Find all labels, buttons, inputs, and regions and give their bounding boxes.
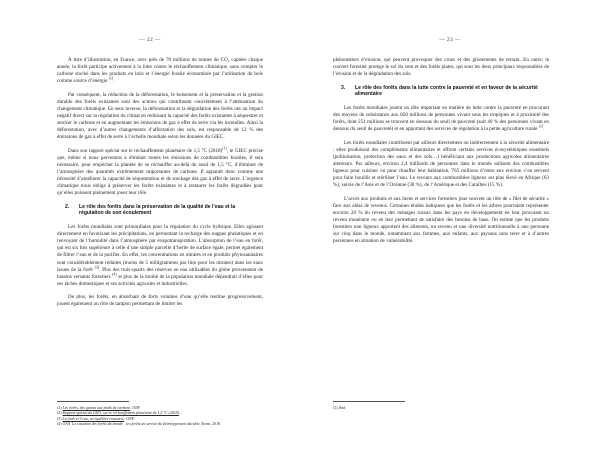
paragraph: phénomènes d’érosion, qui peuvent provoquer des crues et des glissements de terrain. En outre, le couvert forestier protège le sol du vent et des forêts plates, qui sont les deux principaux responsables de l’érosion et de la dégradation des sols. — [333, 57, 549, 78]
section-number: 2. — [65, 203, 70, 210]
footnote-ref[interactable]: (1) — [538, 124, 544, 129]
paragraph: À titre d’illustration, en France, avec près de 70 millions de tonnes de CO₂ captées chaque année, la forêt participe activement à la lutte contre le réchauffement climatique, sans compter le carbone stocké dans les produits en bois et l’énergie fossile économisée par l’utilisation du bois comme source d’énergie $^{(1)}$. — [57, 57, 263, 85]
footnote-link[interactable]: La forêt et l’eau, un équilibre ressource — [62, 416, 125, 421]
paragraph: Les forêts mondiales jouent un rôle important en matière de lutte contre la pauvreté en procurant des moyens de subsistance aux 820 millions de personnes vivant sous les tropiques et à proximité des forêts, dont 251 millions se trouvent en dessous du seuil de pauvreté (soit 40 % des personnes vivant en dessous du seuil de pauvreté) et en apportant des services de régulation à la petite agriculture rurale $^{(1)}$. — [333, 104, 549, 133]
footnotes — [333, 401, 549, 411]
footnote-divider — [57, 401, 129, 402]
paragraph: De plus, les forêts, en absorbant de forts volumes d’eau qu’elle restitue progressivement, jouent également un rôle de tampon permettant de limiter les — [57, 294, 263, 308]
paragraph: Dans son rapport spécial sur le réchauffement planétaire de 1,5 °C $(2018)^{(1)}$, le GIEC précise que, même si nous parvenons à éliminer toutes les émissions de combustibles fossiles, il sera nécessaire, pour empêcher la planète de se réchauffer au-delà du seuil de 1,5 °C, d’éliminer de l’atmosphère des quantités extrêmement importantes de carbone. Il apparaît donc comme une nécessité d’améliorer la capacité de séquestration et de stockage des gaz à effet de serre. L’urgence climatique nous oblige à préserver les forêts existantes et à restaurer les forêts dégradées pour qu’elles puissent pleinement jouer leur rôle. — [57, 146, 263, 197]
footnote-ref[interactable]: (3) — [94, 264, 100, 269]
section-title: Le rôle des forêts dans la préservation de la qualité de l’eau et la régulation de son écoulement — [79, 203, 236, 217]
section-number: 3. — [341, 84, 346, 91]
paragraph: Les forêts mondiales contribuent par ailleurs directement ou indirectement à la sécurité alimentaire : elles produisent des compléments alimentaires et offrent certains services écosystémiques essentiels (pollinisation, protection des eaux et des sols…) bénéficiant aux productions agricoles alimentaires alentours. Par ailleurs, environ 2,4 milliards de personnes dans le monde utilisent des combustibles ligneux pour cuisiner ou pour chauffer leur habitation. 765 millions d’entre eux environ s’en servent pour faire bouillir et stériliser l’eau. Le recours aux combustibles ligneux est plus élevé en Afrique (63 %), suivie de l’Asie et de l’Océanie (38 %), de l’Amérique et des Caraïbes (15 %). — [333, 139, 549, 189]
right-page — [300, 0, 600, 463]
page-body — [57, 57, 263, 315]
footnote: (4) OAA, La situation des forêts du monde : les forêts au service du développement durable, Rome, 2018. — [57, 421, 221, 426]
footnote-ref[interactable]: (4) — [112, 271, 117, 276]
section-heading — [65, 204, 255, 217]
footnote-ref[interactable]: (1) — [108, 76, 114, 81]
page-body — [333, 57, 549, 252]
section-title: Le rôle des forêts dans la lutte contre la pauvreté et en faveur de la sécurité alimentaire — [355, 84, 538, 98]
paragraph: Par conséquent, la réduction de la déforestation, le boisement et la préservation et la gestion durable des forêts existantes sont des actions qui contribuent concrètement à l’atténuation du changement climatique. En sens inverse, la déforestation et la dégradation des forêts ont un impact négatif direct sur la régulation du climat en réduisant la capacité des forêts existantes à séquestrer et stocker le carbone et en augmentant les émissions de gaz à effet de serre via les incendies. Ainsi la déforestation, avec d’autres changements d’affectation des sols, est responsable de 12 % des émissions de gaz à effet de serre à l’échelle mondiale selon les données du GIEC. — [57, 91, 263, 141]
footnote-ref[interactable]: (1) — [222, 146, 227, 151]
footnotes — [57, 401, 263, 427]
footnote: (2) Rapport spécial du GIEC sur le réchauffement planétaire de 1,5 °C (2018). — [57, 411, 180, 416]
footnote: (1) Les forêts, des géants aux pieds de carbone, ONF. — [57, 406, 141, 410]
paragraph: L’accès aux produits et aux biens et services forestiers joue souvent un rôle de « filet de sécurité » face aux aléas de revenus. Certaines études indiquent que les forêts et les arbres pourraient représenter environ 20 % du revenu des ménages ruraux dans les pays en développement en leur procurant un revenu monétaire ou en leur permettant de satisfaire des besoins de base. On estime que les produits forestiers non ligneux apportent des aliments, un revenu et une diversité nutritionnelle à une personne sur cinq dans le monde, notamment aux femmes, aux enfants, aux paysans sans terre et à d’autres personnes en situation de vulnérabilité. — [333, 195, 549, 245]
footnote-divider — [333, 401, 405, 402]
footnote: (3) La forêt et l’eau, un équilibre ressource, ONF. — [57, 416, 135, 421]
section-heading — [341, 85, 541, 98]
page-number: — 23 — — [439, 37, 461, 43]
footnote-link[interactable]: Rapport spécial du GIEC sur le réchauffement planétaire de 1,5 °C (2018) — [62, 411, 179, 416]
page-number: — 22 — — [139, 37, 161, 43]
paragraph: Les forêts mondiales sont primordiales pour la régulation du cycle hydrique. Elles agissent directement en favorisant les précipitations, en permettant la recharge des nappes phréatiques et en renvoyant de l’humidité dans l’atmosphère par évapotranspiration. L’absorption de l’eau en forêt, qui est six fois supérieure à celle d’une simple parcelle d’herbe de surface égale, permet également de filtrer l’eau et de la purifier. En effet, les concentrations en nitrates et en produits phytosanitaires sont considérablement réduites (moins de 5 milligrammes par litre pour les nitrates) dans les eaux issues de la forêt $^{(3)}$. Plus des trois-quarts des réserves en eau utilisables du globe proviennent de bassins versants forestiers $^{(4)}$ et plus de la moitié de la population mondiale dépendrait d’elles pour ses tâches domestiques et ses activités agricoles et industrielles. — [57, 224, 264, 287]
footnote-link[interactable]: Les forêts, des géants aux pieds de carbone — [62, 406, 131, 410]
footnote: (1) Ibid. — [333, 406, 346, 410]
